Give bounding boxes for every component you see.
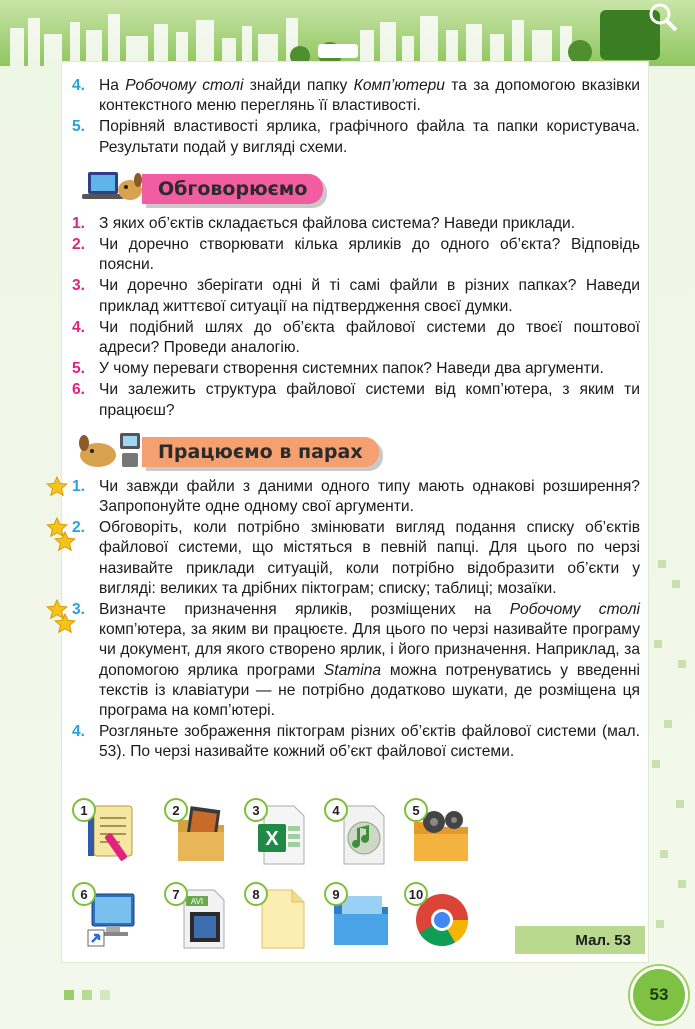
item-text: Чи завжди файли з даними одного типу мають однакові розширення? Запропонуйте одне одному свої аргументи. [99,477,640,516]
city-skyline-icon [0,0,695,66]
item-text: Обговоріть, коли потрібно змінювати вигляд подання списку об’єктів файлової системи, що містяться в певній папці. Для цього по черзі називайте приклади ситуацій, коли потрібно відобразити об’єкти у вигляді: великих та дрібних піктограм; списку; таблиці; мозаїки. [99,519,640,597]
figure-number: 1 [72,798,96,822]
list-item [72,380,640,420]
italic-text: Комп’ютери [353,77,445,94]
text: Визначте призначення ярликів, розміщених на [99,601,510,619]
laptop-dog-icon [72,164,152,210]
text: знайди папку [243,77,354,94]
item-number: 2. [72,519,86,537]
figure-icon-3 [244,798,314,868]
discuss-heading: Обговорюємо [142,174,323,204]
text: та за допомогою вказівки контекстного меню переглянь її властивості. [99,77,640,115]
figure-icon-8 [244,882,314,952]
list-item [72,518,640,599]
content [72,76,640,764]
list-item [72,600,640,721]
figure-icon-10 [404,882,474,952]
page-number: 53 [630,966,688,1024]
item-number: 4. [72,318,86,336]
figure-icon-1 [72,798,142,868]
pairs-heading: Працюємо в парах [142,437,379,467]
text: комп’ютера, за яким ви працюєте. Для цього по черзі називайте програму чи документ, для якого створено ярлик, і його призначення. Наприклад, за допомогою ярлика програми [99,621,640,679]
item-text: Чи подібний шлях до об’єкта файлової системи до твоєї поштової адреси? Проведи аналогію. [99,318,640,357]
item-number: 5. [72,118,86,136]
discuss-section-header [72,164,640,210]
figure-number: 9 [324,882,348,906]
figure-caption: Мал. 53 [515,926,645,954]
figure-icon-7 [164,882,234,952]
list-item [72,276,640,316]
item-number: 6. [72,381,86,399]
item-text: У чому переваги створення системних папок? Наведи два аргументи. [99,360,604,378]
figure-icon-2 [164,798,234,868]
item-number: 4. [72,77,86,94]
item-number: 1. [72,214,86,232]
text: можна потренуватись у введенні текстів із клавіатури — не потрібно додатково шукати, де розміщена ця програма на комп’ютері. [99,661,640,720]
figure-number: 6 [72,882,96,906]
figure-number: 5 [404,798,428,822]
list-item [72,359,640,379]
svg-text:AVI: AVI [190,897,204,906]
decorative-squares [64,990,124,1002]
italic-text: Робочому столі [125,77,244,94]
pixel-pattern-decoration [648,320,695,960]
figure-number: 7 [164,882,188,906]
star-icon [46,476,68,498]
svg-text:X: X [265,828,279,850]
item-text: Чи доречно створювати кілька ярликів до одного об’єкта? Відповідь поясни. [99,236,640,274]
figure-row-1 [72,798,632,876]
item-number: 3. [72,601,86,619]
figure-number: 2 [164,798,188,822]
dog-with-computer-icon [72,427,152,473]
item-text: З яких об’єктів складається файлова система? Наведи приклади. [99,214,576,232]
item-text: Чи доречно зберігати одні й ті самі файли в різних папках? Наведи приклад життєвої ситуації на підтвердження своєї думки. [99,277,640,315]
item-text: Чи залежить структура файлової системи від комп’ютера, з яким ти працюєш? [99,381,640,419]
figure-icon-9 [324,882,394,952]
list-item [72,117,640,157]
item-number: 4. [72,723,86,741]
list-item [72,76,640,116]
list-item [72,235,640,275]
figure-number: 8 [244,882,268,906]
item-number: 1. [72,477,86,495]
italic-text: Stamina [323,661,382,679]
list-item [72,477,640,517]
item-text: Розгляньте зображення піктограм різних об’єктів файлової системи (мал. 53). По черзі називайте кожний об’єкт файлової системи. [99,723,640,761]
figure-number: 4 [324,798,348,822]
figure-number: 3 [244,798,268,822]
list-item [72,318,640,358]
item-number: 2. [72,236,86,254]
figure-icon-6 [72,882,142,952]
list-item [72,214,640,234]
figure-number: 10 [404,882,428,906]
pairs-section-header [72,427,640,473]
item-number: 3. [72,277,86,295]
header-banner [0,0,695,66]
text: На [99,77,126,94]
figure-icon-4 [324,798,394,868]
figure-icon-5 [404,798,474,868]
item-number: 5. [72,360,86,378]
italic-text: Робочому столі [509,601,640,619]
item-text: Порівняй властивості ярлика, графічного файла та папки користувача. Результати подай у вигляді схеми. [99,118,640,156]
list-item [72,722,640,762]
